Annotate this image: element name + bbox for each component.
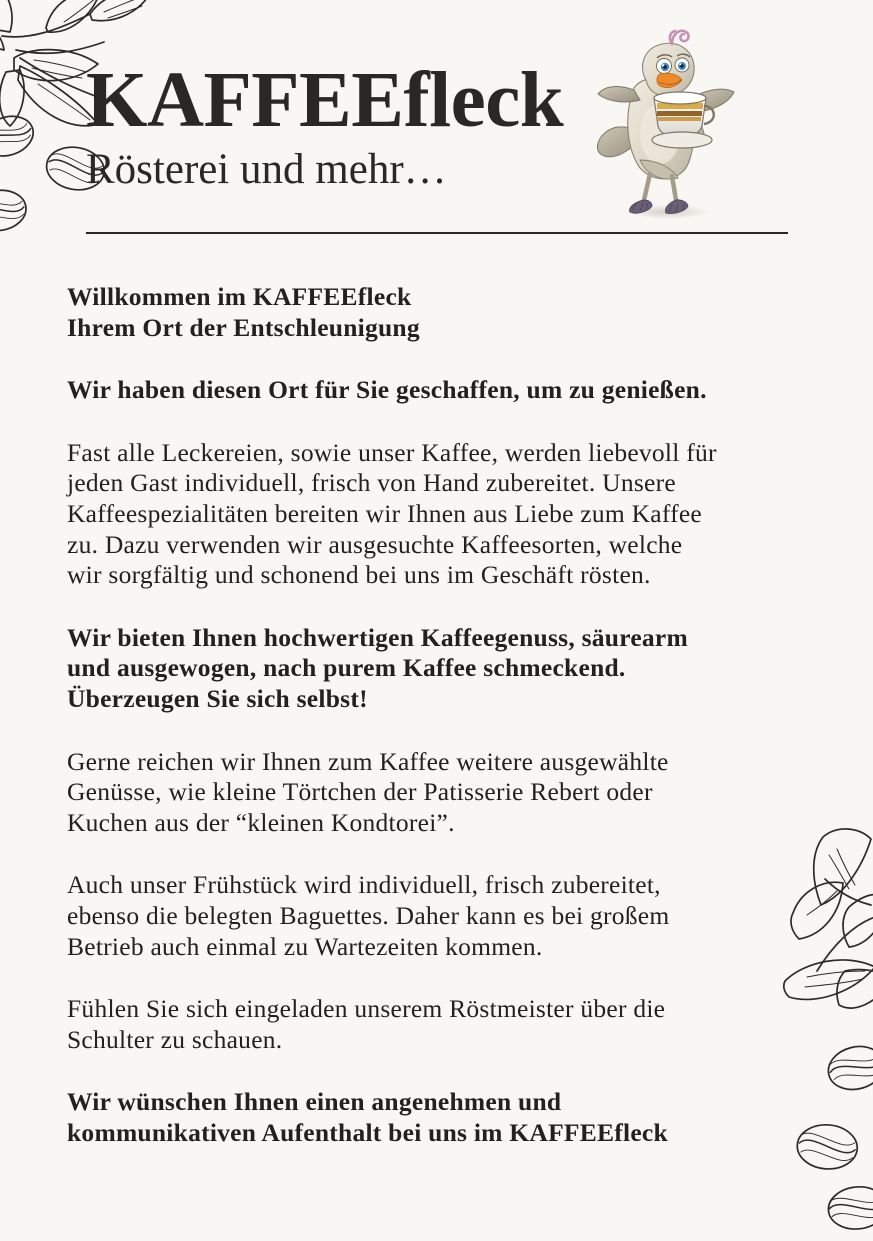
paragraph-coffee-quality-line-2: und ausgewogen, nach purem Kaffee schmeckend. (67, 653, 626, 683)
spacer (67, 1055, 807, 1087)
spacer (67, 343, 807, 375)
welcome-text-content (67, 282, 807, 1148)
spacer (67, 406, 807, 438)
closing-wish-line-1: Wir wünschen Ihnen einen angenehmen und (67, 1087, 562, 1117)
brand-block (86, 57, 646, 194)
paragraph-preparation-line-5: wir sorgfältig und schonend bei uns im Geschäft rösten. (67, 560, 651, 590)
closing-wish (67, 1087, 807, 1148)
paragraph-breakfast-line-1: Auch unser Frühstück wird individuell, frisch zubereitet, (67, 870, 661, 900)
spacer (67, 962, 807, 994)
paragraph-preparation-line-3: Kaffeespezialitäten bereiten wir Ihnen aus Liebe zum Kaffee (67, 498, 703, 528)
page-subtitle: Rösterei und mehr… (86, 146, 447, 194)
closing-wish-line-2: kommunikativen Aufenthalt bei uns im KAFFEEfleck (67, 1117, 668, 1147)
paragraph-pastries (67, 747, 807, 839)
welcome-heading-line-1: Willkommen im KAFFEEfleck (67, 282, 412, 311)
paragraph-breakfast (67, 870, 807, 962)
bird-mascot-icon (588, 22, 748, 222)
paragraph-breakfast-line-3: Betrieb auch einmal zu Wartezeiten kommen. (67, 931, 543, 961)
paragraph-breakfast-line-2: ebenso die belegten Baguettes. Daher kann es bei großem (67, 900, 670, 930)
paragraph-preparation-line-4: zu. Dazu verwenden wir ausgesuchte Kaffeesorten, welche (67, 529, 683, 559)
spacer (67, 838, 807, 870)
spacer (67, 591, 807, 623)
paragraph-pastries-line-1: Gerne reichen wir Ihnen zum Kaffee weitere ausgewählte (67, 746, 669, 776)
welcome-heading-line-2: Ihrem Ort der Entschleunigung (67, 312, 420, 342)
paragraph-coffee-quality (67, 623, 807, 715)
paragraph-preparation-line-2: jeden Gast individuell, frisch von Hand zubereitet. Unsere (67, 468, 676, 498)
intro-statement (67, 375, 807, 406)
page-header (0, 0, 873, 250)
paragraph-coffee-quality-line-1: Wir bieten Ihnen hochwertigen Kaffeegenuss, säurearm (67, 622, 688, 652)
intro-statement-line-1: Wir haben diesen Ort für Sie geschaffen, um zu genießen. (67, 375, 707, 405)
welcome-heading (67, 282, 807, 343)
paragraph-roastmaster (67, 994, 807, 1055)
paragraph-pastries-line-3: Kuchen aus der “kleinen Kondtorei”. (67, 807, 455, 837)
paragraph-roastmaster-line-1: Fühlen Sie sich eingeladen unserem Röstmeister über die (67, 994, 666, 1024)
spacer (67, 715, 807, 747)
page-title: KAFFEEfleck (86, 57, 564, 144)
header-divider (86, 232, 788, 234)
paragraph-coffee-quality-line-3: Überzeugen Sie sich selbst! (67, 683, 368, 713)
paragraph-preparation-line-1: Fast alle Leckereien, sowie unser Kaffee, werden liebevoll für (67, 437, 717, 467)
paragraph-pastries-line-2: Genüsse, wie kleine Törtchen der Patisserie Rebert oder (67, 777, 653, 807)
paragraph-preparation (67, 438, 807, 591)
paragraph-roastmaster-line-2: Schulter zu schauen. (67, 1024, 283, 1054)
